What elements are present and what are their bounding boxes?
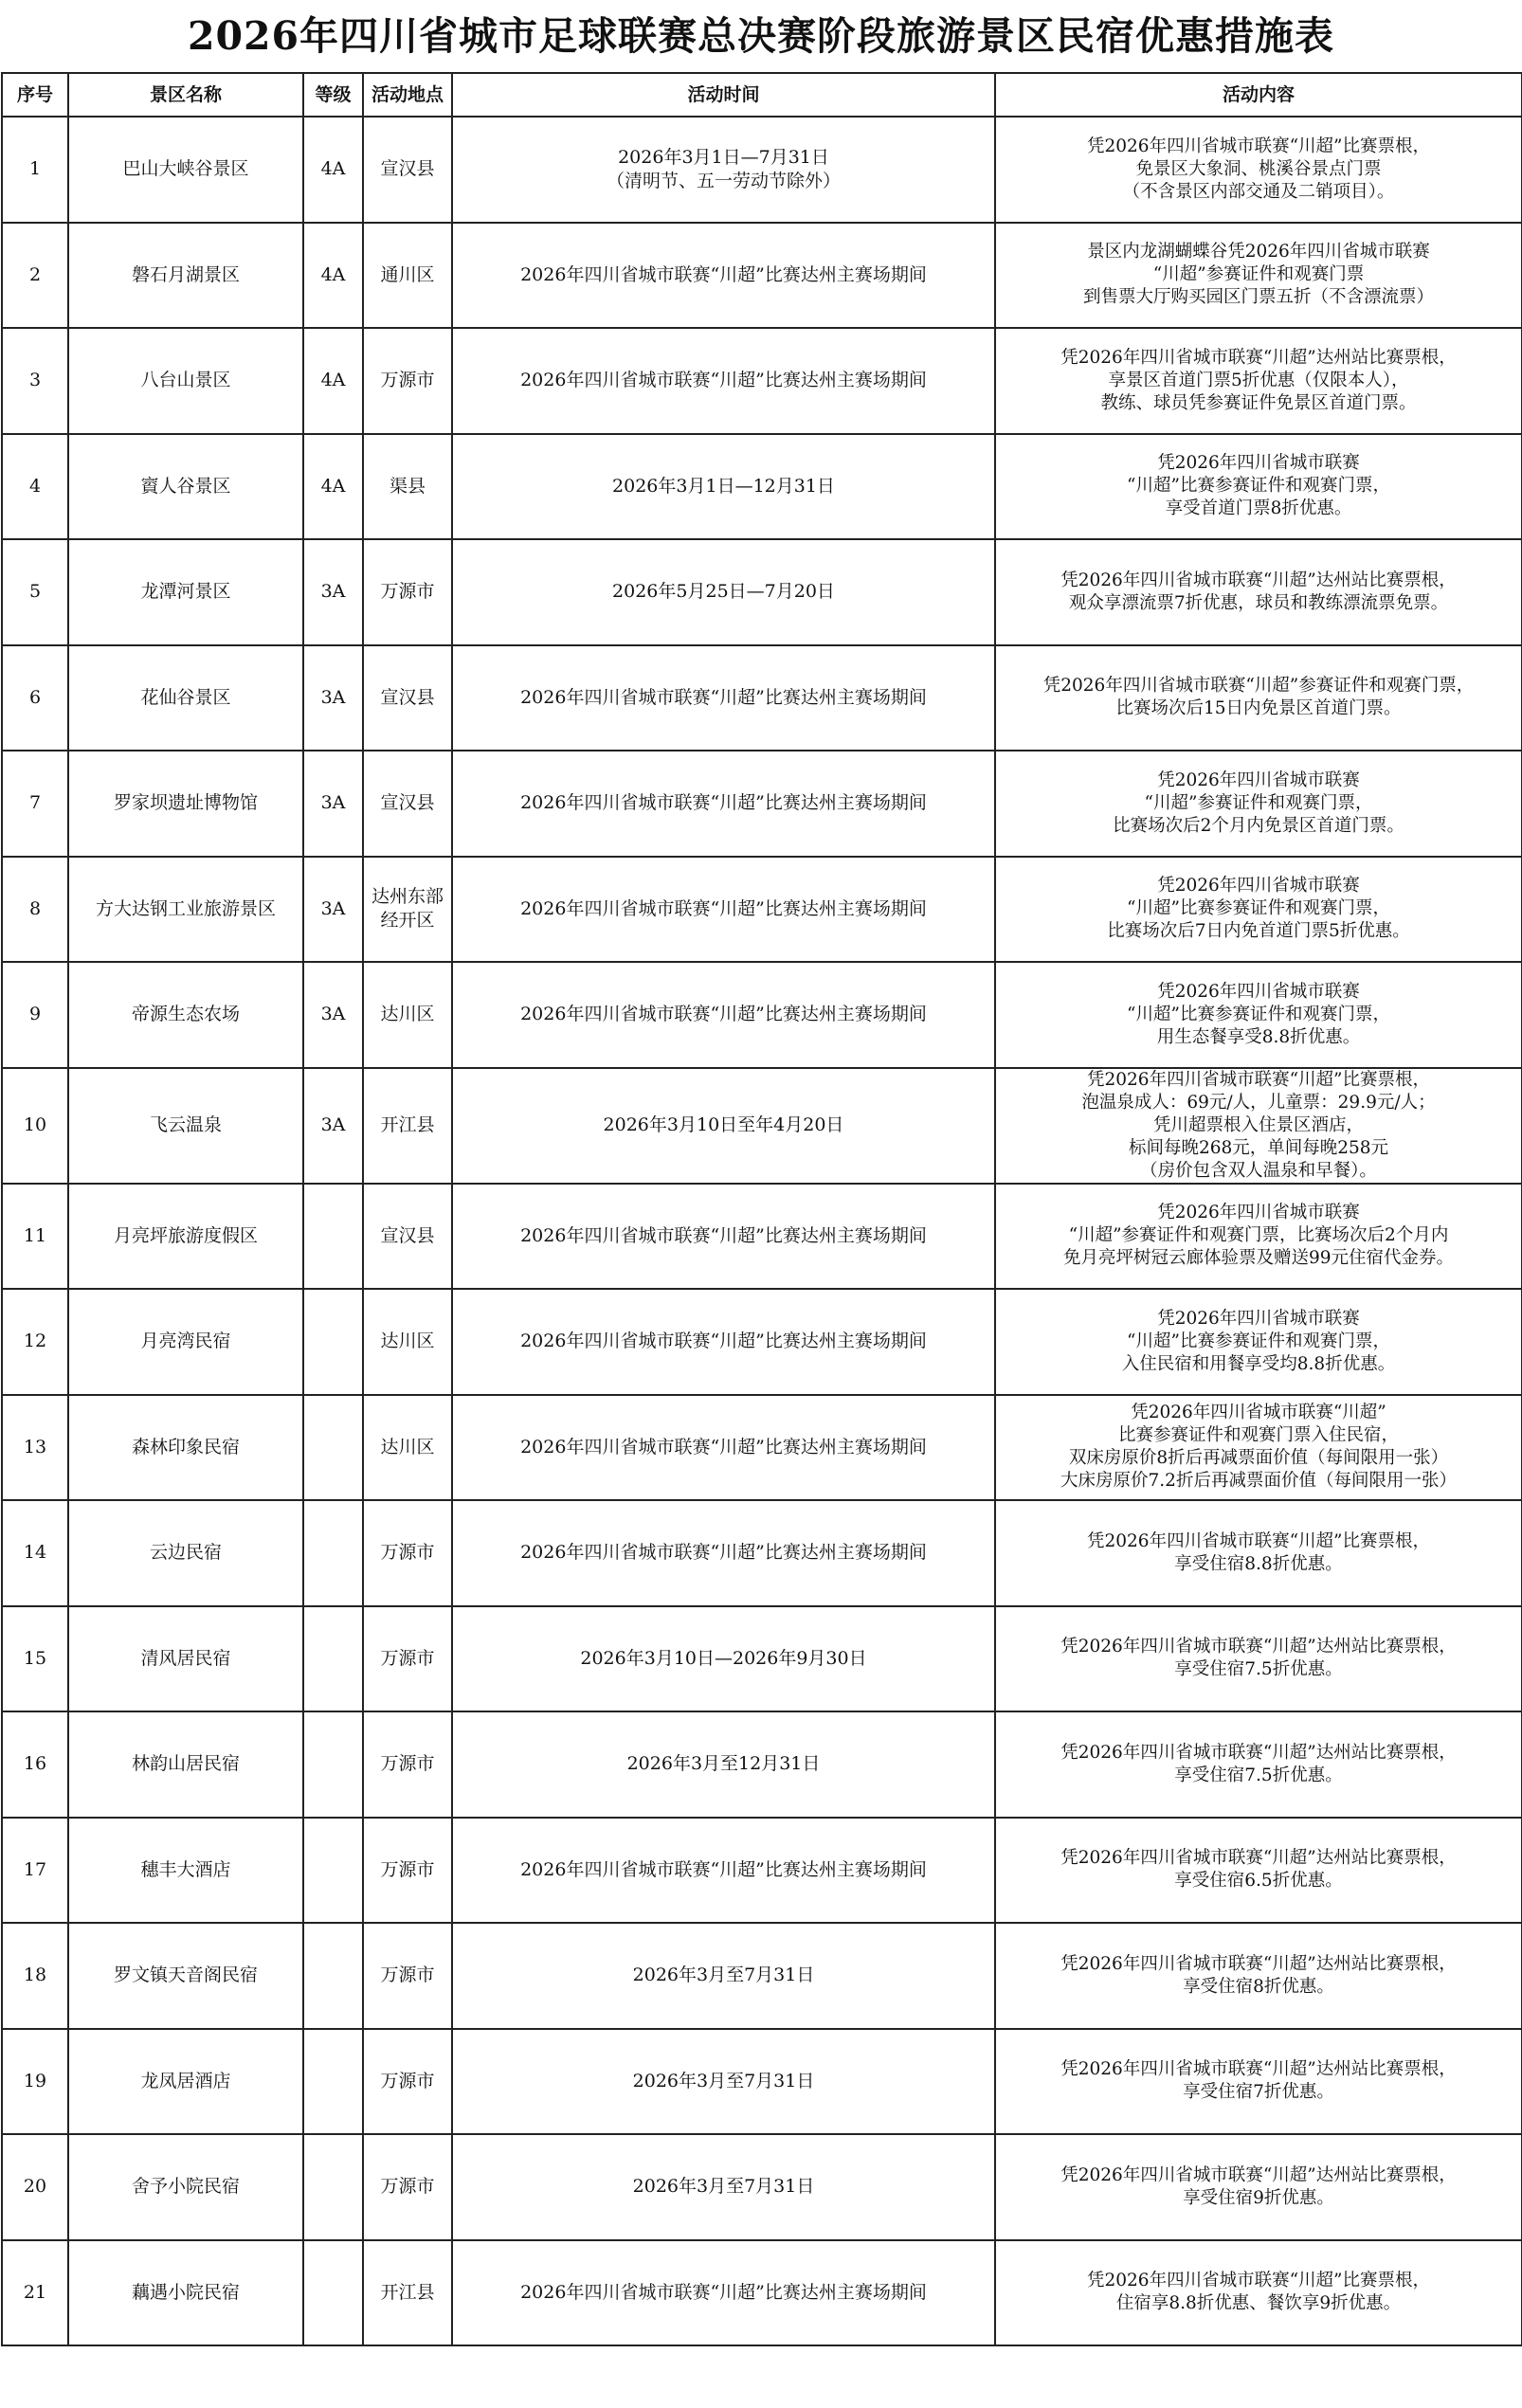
table-row xyxy=(2,1289,1522,1395)
cell-name: 森林印象民宿 xyxy=(68,1395,303,1501)
header-name: 景区名称 xyxy=(68,73,303,117)
table-row xyxy=(2,1818,1522,1924)
cell-location: 万源市 xyxy=(363,2029,452,2135)
cell-grade xyxy=(303,2240,363,2346)
cell-time: 2026年四川省城市联赛“川超”比赛达州主赛场期间 xyxy=(452,1289,995,1395)
cell-time: 2026年3月10日至年4月20日 xyxy=(452,1068,995,1184)
table-row xyxy=(2,2029,1522,2135)
table-row xyxy=(2,1711,1522,1818)
cell-index: 8 xyxy=(2,857,68,963)
cell-name: 罗家坝遗址博物馆 xyxy=(68,751,303,857)
cell-content: 凭2026年四川省城市联赛 “川超”参赛证件和观赛门票， 比赛场次后2个月内免景区首道门票。 xyxy=(995,751,1522,857)
cell-grade xyxy=(303,2134,363,2240)
table-row xyxy=(2,328,1522,434)
cell-content: 景区内龙湖蝴蝶谷凭2026年四川省城市联赛 “川超”参赛证件和观赛门票 到售票大厅购买园区门票五折（不含漂流票） xyxy=(995,223,1522,329)
cell-index: 19 xyxy=(2,2029,68,2135)
cell-grade: 4A xyxy=(303,223,363,329)
cell-time: 2026年四川省城市联赛“川超”比赛达州主赛场期间 xyxy=(452,223,995,329)
cell-grade: 3A xyxy=(303,539,363,645)
cell-index: 1 xyxy=(2,117,68,223)
cell-index: 9 xyxy=(2,962,68,1068)
cell-time: 2026年四川省城市联赛“川超”比赛达州主赛场期间 xyxy=(452,751,995,857)
table-row xyxy=(2,223,1522,329)
cell-name: 月亮坪旅游度假区 xyxy=(68,1184,303,1290)
cell-name: 云边民宿 xyxy=(68,1500,303,1606)
cell-grade xyxy=(303,1395,363,1501)
cell-time: 2026年3月至7月31日 xyxy=(452,2134,995,2240)
table-row xyxy=(2,857,1522,963)
cell-name: 飞云温泉 xyxy=(68,1068,303,1184)
cell-content: 凭2026年四川省城市联赛“川超”比赛票根， 泡温泉成人：69元/人，儿童票：29.9元/人； 凭川超票根入住景区酒店， 标间每晚268元，单间每晚258元 （房价包含双人温泉和早餐）。 xyxy=(995,1068,1522,1184)
cell-time: 2026年3月至12月31日 xyxy=(452,1711,995,1818)
cell-name: 清风居民宿 xyxy=(68,1606,303,1712)
cell-location: 万源市 xyxy=(363,1818,452,1924)
cell-grade: 3A xyxy=(303,1068,363,1184)
cell-location: 宣汉县 xyxy=(363,645,452,751)
cell-name: 舍予小院民宿 xyxy=(68,2134,303,2240)
table-row xyxy=(2,1923,1522,2029)
cell-grade: 4A xyxy=(303,328,363,434)
cell-index: 6 xyxy=(2,645,68,751)
cell-name: 賨人谷景区 xyxy=(68,434,303,540)
cell-location: 达川区 xyxy=(363,1289,452,1395)
cell-time: 2026年四川省城市联赛“川超”比赛达州主赛场期间 xyxy=(452,1500,995,1606)
cell-time: 2026年5月25日—7月20日 xyxy=(452,539,995,645)
cell-time: 2026年3月至7月31日 xyxy=(452,2029,995,2135)
cell-grade xyxy=(303,1923,363,2029)
cell-time: 2026年四川省城市联赛“川超”比赛达州主赛场期间 xyxy=(452,1818,995,1924)
cell-content: 凭2026年四川省城市联赛“川超”达州站比赛票根， 享受住宿8折优惠。 xyxy=(995,1923,1522,2029)
header-content: 活动内容 xyxy=(995,73,1522,117)
cell-index: 7 xyxy=(2,751,68,857)
table-row xyxy=(2,1606,1522,1712)
cell-time: 2026年3月1日—7月31日 （清明节、五一劳动节除外） xyxy=(452,117,995,223)
table-row xyxy=(2,962,1522,1068)
cell-index: 20 xyxy=(2,2134,68,2240)
cell-content: 凭2026年四川省城市联赛“川超”达州站比赛票根， 享受住宿7.5折优惠。 xyxy=(995,1606,1522,1712)
cell-location: 达川区 xyxy=(363,962,452,1068)
cell-grade xyxy=(303,1606,363,1712)
cell-grade xyxy=(303,1711,363,1818)
cell-grade: 3A xyxy=(303,645,363,751)
cell-location: 万源市 xyxy=(363,1711,452,1818)
cell-time: 2026年四川省城市联赛“川超”比赛达州主赛场期间 xyxy=(452,857,995,963)
cell-name: 帝源生态农场 xyxy=(68,962,303,1068)
table-row xyxy=(2,2134,1522,2240)
cell-location: 万源市 xyxy=(363,539,452,645)
cell-index: 13 xyxy=(2,1395,68,1501)
cell-content: 凭2026年四川省城市联赛“川超”达州站比赛票根， 享受住宿6.5折优惠。 xyxy=(995,1818,1522,1924)
cell-time: 2026年四川省城市联赛“川超”比赛达州主赛场期间 xyxy=(452,1395,995,1501)
cell-grade: 3A xyxy=(303,962,363,1068)
cell-location: 万源市 xyxy=(363,328,452,434)
cell-grade: 3A xyxy=(303,857,363,963)
cell-content: 凭2026年四川省城市联赛 “川超”比赛参赛证件和观赛门票， 比赛场次后7日内免首道门票5折优惠。 xyxy=(995,857,1522,963)
table-row xyxy=(2,539,1522,645)
table-row xyxy=(2,1068,1522,1184)
cell-grade: 4A xyxy=(303,117,363,223)
cell-name: 藕遇小院民宿 xyxy=(68,2240,303,2346)
cell-name: 巴山大峡谷景区 xyxy=(68,117,303,223)
table-row xyxy=(2,1395,1522,1501)
table-row xyxy=(2,1184,1522,1290)
cell-index: 3 xyxy=(2,328,68,434)
page-title: 2026年四川省城市足球联赛总决赛阶段旅游景区民宿优惠措施表 xyxy=(187,13,1335,59)
cell-time: 2026年四川省城市联赛“川超”比赛达州主赛场期间 xyxy=(452,1184,995,1290)
cell-index: 2 xyxy=(2,223,68,329)
cell-name: 龙潭河景区 xyxy=(68,539,303,645)
cell-location: 万源市 xyxy=(363,1923,452,2029)
cell-time: 2026年四川省城市联赛“川超”比赛达州主赛场期间 xyxy=(452,645,995,751)
cell-index: 4 xyxy=(2,434,68,540)
cell-index: 12 xyxy=(2,1289,68,1395)
cell-content: 凭2026年四川省城市联赛 “川超”比赛参赛证件和观赛门票， 入住民宿和用餐享受均8.8折优惠。 xyxy=(995,1289,1522,1395)
cell-name: 穗丰大酒店 xyxy=(68,1818,303,1924)
table-row xyxy=(2,117,1522,223)
cell-location: 开江县 xyxy=(363,2240,452,2346)
cell-name: 磐石月湖景区 xyxy=(68,223,303,329)
cell-location: 万源市 xyxy=(363,2134,452,2240)
cell-name: 林韵山居民宿 xyxy=(68,1711,303,1818)
cell-time: 2026年3月至7月31日 xyxy=(452,1923,995,2029)
cell-grade xyxy=(303,1818,363,1924)
cell-grade xyxy=(303,1289,363,1395)
cell-name: 龙凤居酒店 xyxy=(68,2029,303,2135)
cell-grade: 4A xyxy=(303,434,363,540)
cell-grade xyxy=(303,1500,363,1606)
cell-location: 达川区 xyxy=(363,1395,452,1501)
cell-time: 2026年四川省城市联赛“川超”比赛达州主赛场期间 xyxy=(452,2240,995,2346)
cell-name: 方大达钢工业旅游景区 xyxy=(68,857,303,963)
cell-content: 凭2026年四川省城市联赛“川超” 比赛参赛证件和观赛门票入住民宿， 双床房原价8折后再减票面价值（每间限用一张） 大床房原价7.2折后再减票面价值（每间限用一张） xyxy=(995,1395,1522,1501)
cell-index: 14 xyxy=(2,1500,68,1606)
cell-name: 八台山景区 xyxy=(68,328,303,434)
cell-content: 凭2026年四川省城市联赛 “川超”参赛证件和观赛门票，比赛场次后2个月内 免月亮坪树冠云廊体验票及赠送99元住宿代金券。 xyxy=(995,1184,1522,1290)
header-location: 活动地点 xyxy=(363,73,452,117)
cell-location: 达州东部 经开区 xyxy=(363,857,452,963)
cell-index: 16 xyxy=(2,1711,68,1818)
cell-location: 万源市 xyxy=(363,1606,452,1712)
cell-location: 渠县 xyxy=(363,434,452,540)
cell-content: 凭2026年四川省城市联赛“川超”达州站比赛票根， 观众享漂流票7折优惠，球员和教练漂流票免票。 xyxy=(995,539,1522,645)
cell-name: 花仙谷景区 xyxy=(68,645,303,751)
cell-index: 11 xyxy=(2,1184,68,1290)
discount-table xyxy=(1,72,1522,2346)
cell-content: 凭2026年四川省城市联赛“川超”达州站比赛票根， 享受住宿7.5折优惠。 xyxy=(995,1711,1522,1818)
cell-location: 宣汉县 xyxy=(363,751,452,857)
table-header-row xyxy=(2,73,1522,117)
cell-content: 凭2026年四川省城市联赛“川超”比赛票根， 住宿享8.8折优惠、餐饮享9折优惠。 xyxy=(995,2240,1522,2346)
cell-time: 2026年3月10日—2026年9月30日 xyxy=(452,1606,995,1712)
header-grade: 等级 xyxy=(303,73,363,117)
table-row xyxy=(2,1500,1522,1606)
cell-time: 2026年四川省城市联赛“川超”比赛达州主赛场期间 xyxy=(452,328,995,434)
cell-content: 凭2026年四川省城市联赛“川超”参赛证件和观赛门票， 比赛场次后15日内免景区首道门票。 xyxy=(995,645,1522,751)
header-time: 活动时间 xyxy=(452,73,995,117)
cell-index: 18 xyxy=(2,1923,68,2029)
table-row xyxy=(2,2240,1522,2346)
cell-location: 宣汉县 xyxy=(363,1184,452,1290)
cell-content: 凭2026年四川省城市联赛“川超”比赛票根， 享受住宿8.8折优惠。 xyxy=(995,1500,1522,1606)
cell-content: 凭2026年四川省城市联赛“川超”比赛票根， 免景区大象洞、桃溪谷景点门票 （不含景区内部交通及二销项目）。 xyxy=(995,117,1522,223)
header-index: 序号 xyxy=(2,73,68,117)
cell-content: 凭2026年四川省城市联赛“川超”达州站比赛票根， 享景区首道门票5折优惠（仅限本人）， 教练、球员凭参赛证件免景区首道门票。 xyxy=(995,328,1522,434)
cell-index: 10 xyxy=(2,1068,68,1184)
cell-time: 2026年3月1日—12月31日 xyxy=(452,434,995,540)
table-row xyxy=(2,434,1522,540)
cell-index: 17 xyxy=(2,1818,68,1924)
cell-location: 通川区 xyxy=(363,223,452,329)
table-row xyxy=(2,751,1522,857)
cell-location: 宣汉县 xyxy=(363,117,452,223)
cell-index: 15 xyxy=(2,1606,68,1712)
cell-location: 万源市 xyxy=(363,1500,452,1606)
table-body xyxy=(2,117,1522,2345)
cell-content: 凭2026年四川省城市联赛 “川超”比赛参赛证件和观赛门票， 享受首道门票8折优惠。 xyxy=(995,434,1522,540)
cell-content: 凭2026年四川省城市联赛“川超”达州站比赛票根， 享受住宿7折优惠。 xyxy=(995,2029,1522,2135)
cell-name: 罗文镇天音阁民宿 xyxy=(68,1923,303,2029)
cell-grade xyxy=(303,2029,363,2135)
cell-name: 月亮湾民宿 xyxy=(68,1289,303,1395)
table-row xyxy=(2,645,1522,751)
cell-time: 2026年四川省城市联赛“川超”比赛达州主赛场期间 xyxy=(452,962,995,1068)
cell-grade xyxy=(303,1184,363,1290)
cell-index: 5 xyxy=(2,539,68,645)
cell-location: 开江县 xyxy=(363,1068,452,1184)
cell-grade: 3A xyxy=(303,751,363,857)
cell-index: 21 xyxy=(2,2240,68,2346)
cell-content: 凭2026年四川省城市联赛“川超”达州站比赛票根， 享受住宿9折优惠。 xyxy=(995,2134,1522,2240)
cell-content: 凭2026年四川省城市联赛 “川超”比赛参赛证件和观赛门票， 用生态餐享受8.8折优惠。 xyxy=(995,962,1522,1068)
